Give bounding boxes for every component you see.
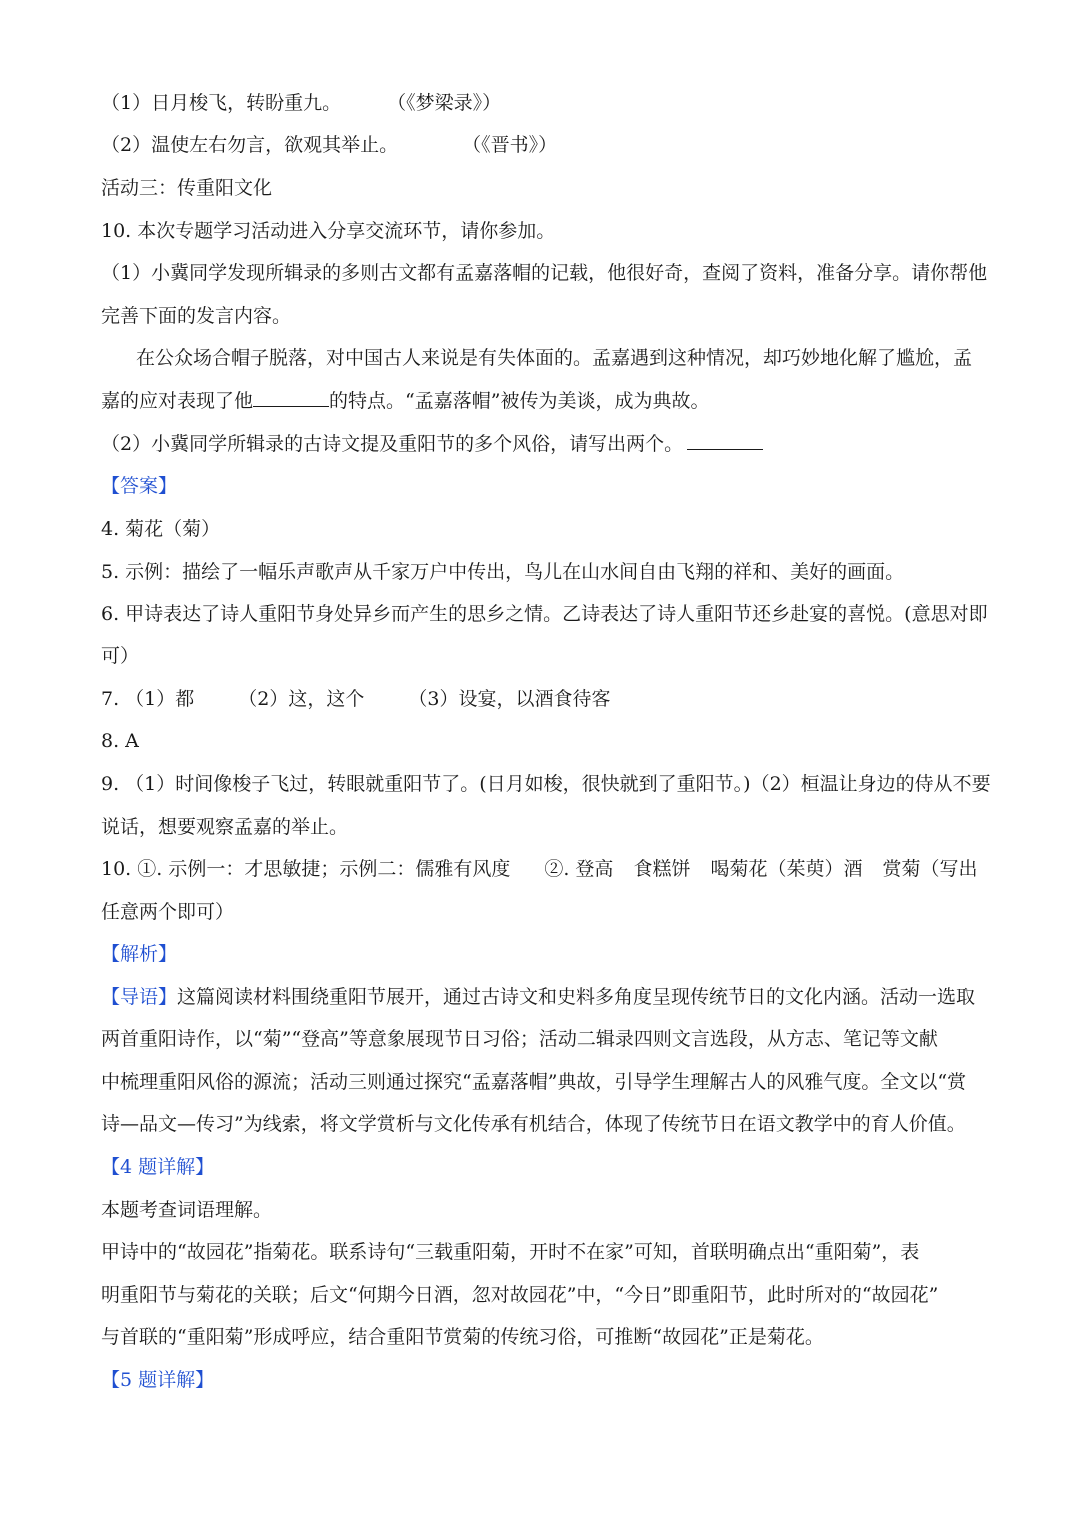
speech-text-after-blank: 的特点。“孟嘉落帽”被传为美谈，成为典故。 (329, 390, 710, 412)
analysis-heading: 【解析】 (101, 943, 178, 965)
answer-9-line1: 9. （1）时间像梭子飞过，转眼就重阳节了。(日月如梭，很快就到了重阳节。)（2）桓温让身边的侍从不要 (101, 773, 991, 795)
question-10-stem: 10. 本次专题学习活动进入分享交流环节，请你参加。 (101, 220, 556, 242)
speech-para-line1: 在公众场合帽子脱落，对中国古人来说是有失体面的。孟嘉遇到这种情况，却巧妙地化解了尴尬，孟 (136, 347, 973, 369)
answer-10-custom-3: 喝菊花（茱萸）酒 (710, 858, 863, 880)
answer-10-part2: ②. 登高 (544, 858, 614, 880)
answer-blank (687, 431, 763, 450)
speech-text-before-blank: 嘉的应对表现了他 (101, 390, 254, 412)
answer-7-part1: 7. （1）都 (101, 688, 195, 710)
quote-source-1: （《梦梁录》） (387, 92, 502, 114)
intro-text: 这篇阅读材料围绕重阳节展开，通过古诗文和史料多角度呈现传统节日的文化内涵。活动一选取 (177, 986, 976, 1008)
intro-line4: 诗—品文—传习”为线索，将文学赏析与文化传承有机结合，体现了传统节日在语文教学中的育人价值。 (101, 1113, 966, 1135)
intro-line3: 中梳理重阳风俗的源流；活动三则通过探究“孟嘉落帽”典故，引导学生理解古人的风雅气度。全文以“赏 (101, 1071, 967, 1093)
question-10-part2-text: （2）小冀同学所辑录的古诗文提及重阳节的多个风俗，请写出两个。 (101, 433, 684, 455)
answer-8: 8. A (101, 730, 139, 752)
intro-label: 【导语】 (101, 986, 178, 1008)
question-10-part2 (101, 430, 983, 458)
answer-5: 5. 示例：描绘了一幅乐声歌声从千家万户中传出，鸟儿在山水间自由飞翔的祥和、美好的画面。 (101, 561, 905, 583)
answer-10-custom-4: 赏菊（写出 (882, 858, 978, 880)
answer-6-line1: 6. 甲诗表达了诗人重阳节身处异乡而产生的思乡之情。乙诗表达了诗人重阳节还乡赴宴的喜悦。(意思对即 (101, 603, 988, 625)
question-10-part1-line1: （1）小冀同学发现所辑录的多则古文都有孟嘉落帽的记载，他很好奇，查阅了资料，准备分享。请你帮他 (101, 262, 988, 284)
q4-detail-line2: 甲诗中的“故园花”指菊花。联系诗句“三载重阳菊，开时不在家”可知，首联明确点出“重阳菊”，表 (101, 1241, 920, 1263)
quote-text-1: （1）日月梭飞，转盼重九。 (101, 92, 342, 114)
answer-6-line2: 可） (101, 645, 140, 667)
speech-para-line2 (101, 387, 983, 415)
answer-10-line2: 任意两个即可） (101, 901, 235, 923)
answer-9-line2: 说话，想要观察孟嘉的举止。 (101, 816, 349, 838)
answer-7 (101, 685, 983, 713)
answer-blank (253, 388, 329, 407)
quote-text-2: （2）温使左右勿言，欲观其举止。 (101, 134, 399, 156)
q4-detail-line4: 与首联的“重阳菊”形成呼应，结合重阳节赏菊的传统习俗，可推断“故园花”正是菊花。 (101, 1326, 824, 1348)
q4-detail-line3: 明重阳节与菊花的关联；后文“何期今日酒，忽对故园花”中，“今日”即重阳节，此时所对的“故园花” (101, 1284, 939, 1306)
answer-10-part1: 10. ①. 示例一：才思敏捷；示例二：儒雅有风度 (101, 858, 511, 880)
quote-line-2 (101, 131, 983, 159)
quote-line-1 (101, 89, 983, 117)
quote-source-2: （《晋书》） (462, 134, 558, 156)
answer-heading: 【答案】 (101, 475, 178, 497)
answer-10-line1 (101, 855, 983, 883)
intro-line2: 两首重阳诗作，以“菊”“登高”等意象展现节日习俗；活动二辑录四则文言选段，从方志、笔记等文献 (101, 1028, 938, 1050)
q4-detail-line1: 本题考查词语理解。 (101, 1199, 273, 1221)
q5-detail-heading: 【5 题详解】 (101, 1369, 215, 1391)
answer-4: 4. 菊花（菊） (101, 518, 221, 540)
activity-heading: 活动三：传重阳文化 (101, 177, 273, 199)
answer-7-part2: （2）这，这个 (238, 688, 365, 710)
intro-line1 (101, 983, 983, 1011)
answer-7-part3: （3）设宴，以酒食待客 (408, 688, 611, 710)
answer-10-custom-2: 食糕饼 (633, 858, 691, 880)
q4-detail-heading: 【4 题详解】 (101, 1156, 215, 1178)
question-10-part1-line2: 完善下面的发言内容。 (101, 305, 292, 327)
